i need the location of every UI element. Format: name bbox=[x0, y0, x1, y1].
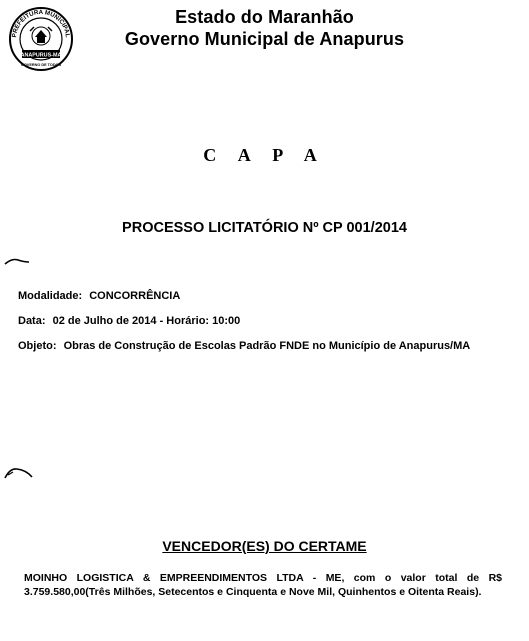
date-field bbox=[18, 315, 240, 327]
cover-title: C A P A bbox=[203, 145, 326, 165]
modality-value: CONCORRÊNCIA bbox=[89, 290, 181, 302]
modality-label: Modalidade: bbox=[18, 290, 83, 302]
date-value: 02 de Julho de 2014 - Horário: 10:00 bbox=[52, 315, 241, 327]
handwritten-mark-icon bbox=[4, 256, 30, 266]
state-name: Estado do Maranhão bbox=[175, 7, 354, 27]
seal-top-text: PREFEITURA MUNICIPAL bbox=[11, 8, 71, 38]
handwritten-mark-icon bbox=[4, 466, 34, 480]
object-label: Objeto: bbox=[18, 340, 57, 352]
government-name: Governo Municipal de Anapurus bbox=[124, 29, 405, 49]
seal-bottom-text: GOVERNO DE TODOS bbox=[20, 63, 62, 67]
winners-heading: VENCEDOR(ES) DO CERTAME bbox=[162, 538, 367, 554]
modality-field bbox=[18, 290, 180, 302]
date-label: Data: bbox=[18, 315, 46, 327]
process-title: PROCESSO LICITATÓRIO Nº CP 001/2014 bbox=[122, 220, 407, 236]
seal-band-text: ANAPURUS-MA bbox=[20, 52, 62, 59]
winner-paragraph: MOINHO LOGISTICA & EMPREENDIMENTOS LTDA - ME, com o valor total de R$ 3.759.580,00(Três Milhões, Setecentos e Cinquenta e Nove Mil, Quinhentos e Oitenta Reais). bbox=[24, 572, 502, 598]
object-value: Obras de Construção de Escolas Padrão FNDE no Município de Anapurus/MA bbox=[63, 340, 471, 352]
object-field bbox=[18, 340, 470, 352]
